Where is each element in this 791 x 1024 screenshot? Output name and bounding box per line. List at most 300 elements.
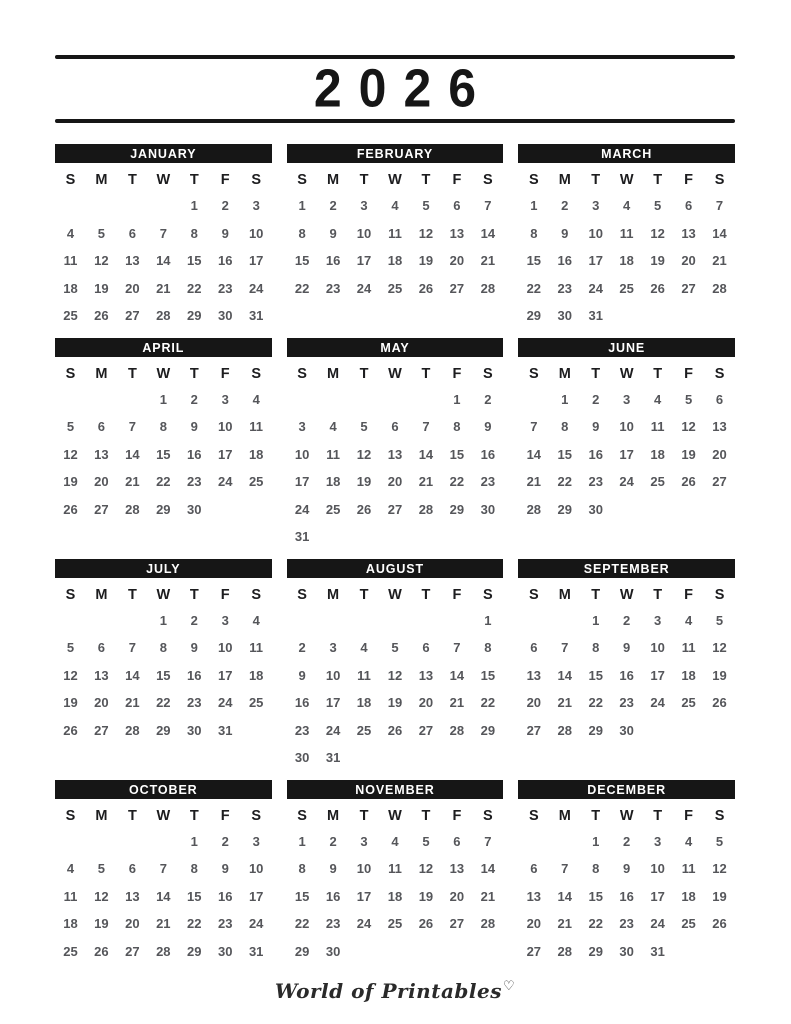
weekday-header: M [558, 172, 571, 188]
date-cell: 20 [449, 253, 465, 268]
weekday-header: S [483, 586, 493, 603]
date-cell: 28 [418, 501, 434, 517]
date-cell: 21 [526, 474, 542, 489]
date-cell: 2 [190, 612, 198, 628]
empty-cell [86, 607, 117, 635]
date-cell: 23 [588, 474, 603, 489]
date-cell: 6 [391, 419, 399, 434]
month-title: AUGUST [287, 559, 504, 578]
month-title: MARCH [518, 144, 735, 163]
weekday-header: T [359, 807, 369, 824]
date-cell: 1 [592, 833, 600, 849]
date-cell: 22 [294, 916, 310, 931]
empty-cell [148, 828, 179, 856]
date-cell: 7 [561, 861, 569, 876]
weekday-header: S [714, 586, 725, 603]
date-cell: 11 [388, 225, 402, 241]
date-cell: 25 [63, 308, 78, 323]
date-cell: 24 [217, 695, 233, 710]
month-title: JUNE [518, 338, 735, 357]
empty-cell [117, 607, 148, 635]
date-cell: 23 [217, 280, 233, 296]
date-cell: 8 [159, 640, 167, 655]
month-grid [518, 578, 735, 745]
date-cell: 3 [298, 419, 306, 434]
date-cell: 3 [221, 391, 229, 407]
date-cell: 2 [221, 198, 229, 213]
date-cell: 16 [480, 446, 496, 462]
weekday-header: T [421, 172, 431, 188]
date-cell: 19 [650, 253, 665, 268]
date-cell: 30 [325, 943, 341, 959]
weekday-header: M [327, 807, 340, 824]
date-cell: 2 [623, 612, 631, 628]
date-cell: 29 [480, 722, 496, 738]
month-title: JULY [55, 559, 272, 578]
weekday-header: S [297, 365, 307, 382]
weekday-header: S [65, 807, 76, 824]
weekday-header: S [251, 172, 262, 188]
month-november [287, 780, 504, 966]
date-cell: 20 [94, 695, 109, 710]
date-cell: 3 [221, 612, 229, 628]
date-cell: 28 [557, 943, 572, 959]
weekday-header: T [653, 365, 663, 382]
date-cell: 22 [526, 280, 542, 296]
date-cell: 9 [329, 861, 337, 876]
empty-cell [318, 523, 349, 551]
date-cell: 19 [63, 474, 78, 489]
date-cell: 20 [125, 280, 140, 296]
date-cell: 20 [387, 474, 403, 489]
date-cell: 23 [480, 474, 496, 489]
month-title: MAY [287, 338, 504, 357]
date-cell: 10 [217, 419, 233, 434]
date-cell: 8 [530, 225, 538, 241]
date-cell: 19 [356, 474, 372, 489]
date-cell: 10 [294, 446, 310, 462]
date-cell: 21 [480, 253, 496, 268]
date-cell: 26 [63, 501, 78, 517]
date-cell: 25 [681, 916, 696, 931]
date-cell: 1 [298, 198, 306, 213]
date-cell: 7 [484, 198, 492, 213]
date-cell: 4 [66, 861, 75, 876]
weekday-header: T [359, 586, 369, 603]
date-cell: 8 [561, 419, 569, 434]
date-cell: 18 [248, 667, 264, 683]
date-cell: 31 [325, 750, 341, 765]
empty-cell [518, 607, 549, 635]
date-cell: 12 [418, 861, 434, 876]
date-cell: 11 [619, 225, 634, 241]
date-cell: 31 [217, 722, 233, 738]
weekday-header: S [528, 172, 539, 188]
month-title: JANUARY [55, 144, 272, 163]
month-april [55, 338, 272, 524]
date-cell: 13 [387, 446, 403, 462]
month-grid [287, 799, 504, 966]
empty-cell [287, 386, 318, 414]
date-cell: 11 [681, 861, 696, 876]
date-cell: 13 [125, 253, 140, 268]
date-cell: 16 [325, 253, 341, 268]
date-cell: 7 [159, 225, 167, 241]
date-cell: 16 [187, 667, 202, 683]
date-cell: 28 [449, 722, 465, 738]
date-cell: 7 [422, 419, 430, 434]
date-cell: 2 [592, 391, 600, 407]
date-cell: 21 [125, 695, 140, 710]
empty-cell [441, 523, 472, 551]
month-grid [287, 578, 504, 772]
date-cell: 23 [187, 695, 202, 710]
date-cell: 13 [94, 446, 109, 462]
weekday-header: T [189, 365, 199, 382]
date-cell: 15 [156, 446, 171, 462]
date-cell: 6 [453, 833, 461, 849]
date-cell: 11 [681, 640, 696, 655]
date-cell: 23 [325, 916, 341, 931]
date-cell: 6 [128, 861, 136, 876]
empty-cell [673, 717, 704, 745]
date-cell: 25 [63, 943, 78, 959]
date-cell: 8 [190, 225, 198, 241]
month-title: FEBRUARY [287, 144, 504, 163]
date-cell: 18 [63, 916, 78, 931]
date-cell: 29 [294, 943, 310, 959]
date-cell: 8 [484, 640, 492, 655]
date-cell: 22 [156, 695, 171, 710]
date-cell: 11 [357, 667, 371, 683]
empty-cell [410, 523, 441, 551]
date-cell: 16 [619, 667, 634, 683]
date-cell: 18 [650, 446, 665, 462]
date-cell: 2 [561, 198, 569, 213]
date-cell: 26 [94, 308, 109, 323]
date-cell: 27 [387, 501, 403, 517]
weekday-header: S [251, 586, 262, 603]
date-cell: 29 [526, 308, 542, 323]
date-cell: 30 [588, 501, 603, 517]
date-cell: 26 [63, 722, 78, 738]
date-cell: 15 [526, 253, 542, 268]
date-cell: 22 [588, 695, 603, 710]
date-cell: 9 [623, 861, 631, 876]
date-cell: 27 [681, 280, 696, 296]
date-cell: 14 [557, 667, 572, 683]
date-cell: 5 [391, 640, 399, 655]
date-cell: 8 [190, 861, 198, 876]
empty-cell [287, 607, 318, 635]
date-cell: 4 [684, 833, 693, 849]
date-cell: 4 [252, 612, 260, 628]
date-cell: 26 [387, 722, 403, 738]
date-cell: 12 [712, 861, 727, 876]
date-cell: 22 [156, 474, 171, 489]
date-cell: 30 [480, 501, 496, 517]
date-cell: 27 [449, 916, 465, 931]
date-cell: 21 [418, 474, 434, 489]
date-cell: 14 [449, 667, 465, 683]
date-cell: 28 [156, 308, 171, 323]
date-cell: 23 [619, 916, 634, 931]
date-cell: 14 [526, 446, 542, 462]
empty-cell [441, 744, 472, 772]
date-cell: 5 [654, 198, 662, 213]
date-cell: 23 [217, 916, 233, 931]
date-cell: 17 [588, 253, 603, 268]
date-cell: 5 [360, 419, 368, 434]
date-cell: 19 [418, 888, 434, 904]
date-cell: 14 [156, 888, 171, 904]
date-cell: 27 [94, 501, 109, 517]
empty-cell [55, 386, 86, 414]
month-title: DECEMBER [518, 780, 735, 799]
footer [55, 979, 735, 1003]
weekday-header: S [528, 586, 539, 603]
empty-cell [241, 496, 272, 524]
weekday-header: F [684, 365, 693, 382]
date-cell: 5 [422, 198, 430, 213]
weekday-header: F [220, 172, 230, 188]
weekday-header: F [684, 586, 693, 603]
month-grid [287, 163, 504, 302]
month-march [518, 144, 735, 330]
date-cell: 25 [248, 474, 264, 489]
weekday-header: W [156, 365, 171, 382]
empty-cell [410, 386, 441, 414]
empty-cell [55, 607, 86, 635]
date-cell: 26 [356, 501, 372, 517]
empty-cell [380, 744, 411, 772]
month-may [287, 338, 504, 551]
date-cell: 3 [654, 833, 662, 849]
date-cell: 12 [650, 225, 665, 241]
date-cell: 18 [325, 474, 341, 489]
date-cell: 8 [298, 861, 306, 876]
date-cell: 21 [125, 474, 140, 489]
empty-cell [380, 607, 411, 635]
date-cell: 8 [592, 861, 600, 876]
date-cell: 3 [623, 391, 631, 407]
date-cell: 14 [125, 446, 140, 462]
date-cell: 30 [187, 501, 202, 517]
empty-cell [642, 302, 673, 330]
date-cell: 6 [97, 419, 106, 434]
date-cell: 1 [190, 833, 198, 849]
date-cell: 24 [294, 501, 310, 517]
date-cell: 1 [159, 391, 167, 407]
date-cell: 21 [557, 916, 572, 931]
weekday-header: S [714, 365, 725, 382]
date-cell: 14 [712, 225, 727, 241]
date-cell: 20 [94, 474, 109, 489]
date-cell: 26 [681, 474, 696, 489]
date-cell: 27 [526, 943, 542, 959]
date-cell: 3 [252, 833, 260, 849]
date-cell: 12 [418, 225, 434, 241]
empty-cell [86, 828, 117, 856]
date-cell: 1 [530, 198, 538, 213]
date-cell: 29 [156, 501, 171, 517]
date-cell: 14 [156, 253, 171, 268]
date-cell: 6 [128, 225, 136, 241]
month-title: APRIL [55, 338, 272, 357]
month-title: SEPTEMBER [518, 559, 735, 578]
weekday-header: T [127, 807, 137, 824]
date-cell: 1 [453, 391, 461, 407]
weekday-header: S [65, 365, 76, 382]
date-cell: 25 [248, 695, 264, 710]
weekday-header: M [558, 365, 571, 382]
date-cell: 24 [619, 474, 634, 489]
empty-cell [704, 938, 735, 966]
date-cell: 27 [526, 722, 542, 738]
weekday-header: F [220, 365, 230, 382]
date-cell: 12 [63, 446, 78, 462]
date-cell: 27 [94, 722, 109, 738]
date-cell: 10 [217, 640, 233, 655]
date-cell: 12 [63, 667, 78, 683]
weekday-header: M [327, 172, 340, 188]
weekday-header: S [65, 586, 76, 603]
weekday-header: F [684, 807, 693, 824]
date-cell: 1 [159, 612, 167, 628]
date-cell: 26 [712, 695, 727, 710]
date-cell: 24 [588, 280, 603, 296]
date-cell: 6 [97, 640, 106, 655]
month-september [518, 559, 735, 745]
month-grid [55, 578, 272, 745]
date-cell: 24 [650, 916, 665, 931]
date-cell: 18 [356, 695, 372, 710]
empty-cell [611, 496, 642, 524]
date-cell: 9 [592, 419, 600, 434]
date-cell: 17 [356, 888, 372, 904]
date-cell: 6 [715, 391, 724, 407]
month-october [55, 780, 272, 966]
date-cell: 5 [715, 612, 724, 628]
date-cell: 4 [654, 391, 662, 407]
date-cell: 13 [526, 667, 542, 683]
date-cell: 22 [187, 916, 202, 931]
weekday-header: T [653, 172, 663, 188]
weekday-header: F [220, 807, 230, 824]
date-cell: 31 [248, 308, 264, 323]
empty-cell [349, 607, 380, 635]
date-cell: 10 [588, 225, 603, 241]
date-cell: 23 [187, 474, 202, 489]
empty-cell [55, 828, 86, 856]
date-cell: 23 [619, 695, 634, 710]
date-cell: 16 [325, 888, 341, 904]
date-cell: 26 [94, 943, 109, 959]
date-cell: 25 [387, 916, 403, 931]
date-cell: 6 [684, 198, 693, 213]
date-cell: 10 [619, 419, 634, 434]
weekday-header: S [528, 365, 539, 382]
date-cell: 22 [480, 695, 496, 710]
date-cell: 11 [650, 419, 665, 434]
date-cell: 19 [63, 695, 78, 710]
empty-cell [642, 717, 673, 745]
weekday-header: S [483, 807, 493, 824]
weekday-header: T [421, 365, 431, 382]
date-cell: 18 [387, 888, 403, 904]
date-cell: 14 [480, 861, 496, 876]
date-cell: 19 [712, 667, 727, 683]
date-cell: 17 [650, 667, 665, 683]
date-cell: 17 [325, 695, 341, 710]
date-cell: 10 [650, 861, 665, 876]
date-cell: 16 [619, 888, 634, 904]
date-cell: 9 [623, 640, 631, 655]
weekday-header: S [714, 172, 725, 188]
date-cell: 3 [360, 833, 368, 849]
date-cell: 8 [453, 419, 461, 434]
empty-cell [318, 607, 349, 635]
date-cell: 11 [388, 861, 402, 876]
empty-cell [472, 744, 503, 772]
date-cell: 21 [156, 280, 171, 296]
empty-cell [349, 386, 380, 414]
date-cell: 17 [248, 888, 264, 904]
heart-icon: ♡ [502, 979, 516, 995]
date-cell: 23 [294, 722, 310, 738]
date-cell: 5 [422, 833, 430, 849]
empty-cell [210, 496, 241, 524]
empty-cell [472, 523, 503, 551]
date-cell: 21 [156, 916, 171, 931]
date-cell: 18 [681, 888, 696, 904]
date-cell: 25 [681, 695, 696, 710]
date-cell: 24 [325, 722, 341, 738]
weekday-header: M [95, 807, 108, 824]
date-cell: 2 [221, 833, 229, 849]
date-cell: 17 [217, 667, 233, 683]
empty-cell [349, 938, 380, 966]
weekday-header: T [421, 586, 431, 603]
date-cell: 26 [650, 280, 665, 296]
weekday-header: S [714, 807, 725, 824]
date-cell: 6 [422, 640, 430, 655]
date-cell: 1 [561, 391, 569, 407]
date-cell: 7 [128, 640, 136, 655]
brand-text: World of Printables [274, 979, 502, 1003]
weekday-header: F [220, 586, 230, 603]
empty-cell [86, 192, 117, 220]
date-cell: 30 [557, 308, 572, 323]
weekday-header: S [251, 365, 262, 382]
weekday-header: T [359, 365, 369, 382]
weekday-header: S [65, 172, 76, 188]
empty-cell [611, 302, 642, 330]
month-grid [518, 799, 735, 966]
date-cell: 22 [588, 916, 603, 931]
date-cell: 27 [125, 943, 140, 959]
date-cell: 14 [480, 225, 496, 241]
month-title: NOVEMBER [287, 780, 504, 799]
date-cell: 13 [125, 888, 140, 904]
weekday-header: W [619, 365, 634, 382]
date-cell: 18 [387, 253, 403, 268]
date-cell: 11 [326, 446, 340, 462]
date-cell: 11 [249, 640, 264, 655]
weekday-header: M [558, 586, 571, 603]
weekday-header: S [251, 807, 262, 824]
date-cell: 5 [66, 419, 75, 434]
